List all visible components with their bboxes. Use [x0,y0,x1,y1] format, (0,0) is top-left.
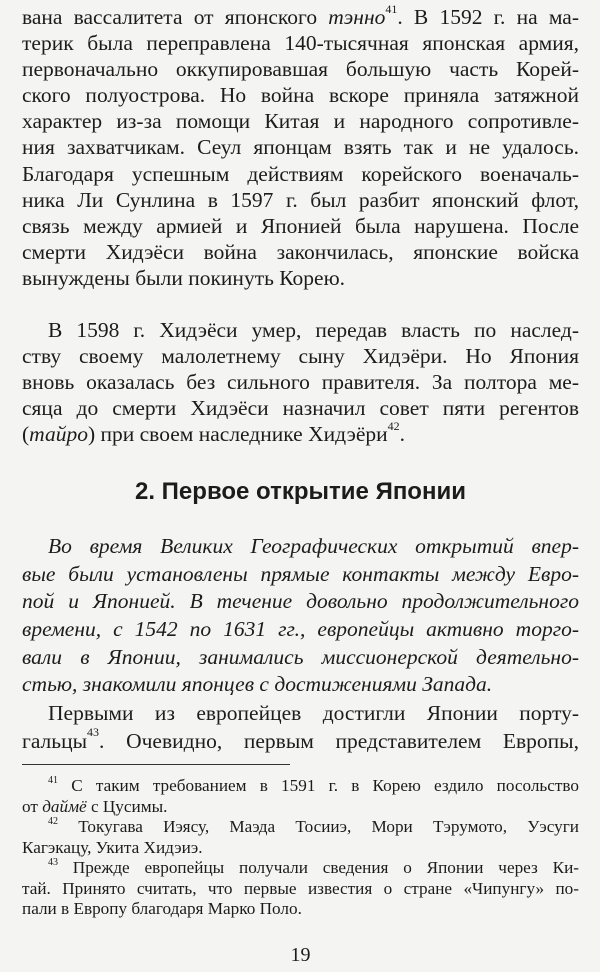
text-segment: . Очевидно, первым представителем Европы, [99,729,579,753]
footnote-ref: 43 [48,857,58,868]
text-line [22,4,579,30]
text-line [22,56,579,82]
text-line [22,421,579,447]
text-segment: первоначально оккупировавшая большую часть Корей- [22,57,579,82]
text-segment: Благодаря успешным действиям корейского военачаль- [22,161,579,186]
text-segment: тэнно [328,5,386,29]
text-segment: смерти Хидэёси война закончилась, японские войска [22,239,579,264]
text-line [22,879,579,900]
text-line [22,369,579,395]
text-line [22,187,579,213]
footnote-ref: 43 [87,725,100,739]
text-segment: . [399,422,405,447]
text-segment: ния захватчикам. Сеул японцам взять так и не удалось. [22,135,579,160]
text-segment: времени, с 1542 по 1631 гг., европейцы активно торго- [22,617,579,642]
text-segment: пой и Японией. В течение довольно продолжительного [22,589,579,614]
page-number: 19 [290,944,311,966]
text-line [22,533,579,561]
text-segment: ) при своем наследнике Хидэёри [87,422,388,447]
text-line [22,108,579,134]
text-line [22,239,579,265]
text-segment: Во время Великих Географических открытий впер- [48,534,579,558]
text-segment: Кагэкацу, Укита Хидэиэ. [22,837,203,857]
text-line [22,395,579,421]
text-line [22,817,579,838]
text-line [22,134,579,160]
text-line [22,838,579,859]
text-segment: ( [22,422,30,447]
text-segment: гальцы [22,729,88,753]
text-line [22,616,579,644]
text-line [22,317,579,343]
text-segment: от [22,796,43,816]
paragraph [22,4,579,291]
footnotes [22,776,579,920]
text-segment: Токугава Иэясу, Маэда Тосииэ, Мори Тэрумото, Уэсуги [58,817,579,836]
paragraph [22,699,579,755]
text-segment: с Цусимы. [86,796,168,816]
text-segment: Первыми из европейцев достигли Японии порту- [48,701,579,725]
text-line [22,699,579,727]
text-line [22,82,579,108]
footnote-divider [22,764,290,765]
text-segment: вые были установлены прямые контакты между Евро- [22,561,579,586]
text-line [22,776,579,797]
text-segment: тай. Принято считать, что первые известия о стране «Чипунгу» по- [22,878,579,898]
footnote-ref: 42 [48,816,58,827]
text-segment: . В 1592 г. на ма- [397,5,579,29]
footnote-ref: 41 [385,2,398,16]
text-segment: вновь оказалась без сильного правителя. За полтора ме- [22,370,579,395]
text-segment: характер из-за помощи Китая и народного сопротивле- [22,109,579,134]
text-line [22,161,579,187]
text-segment: Прежде европейцы получали сведения о Японии через Ки- [58,858,579,877]
footnote-ref: 41 [48,775,58,786]
text-segment: стью, знакомили японцев с достижениями Запада. [22,672,493,697]
text-line [22,899,579,920]
text-line [22,858,579,879]
text-line [22,727,579,755]
footnote-ref: 42 [387,419,400,434]
text-line [22,213,579,239]
text-segment: ству своему малолетнему сыну Хидэёри. Но Япония [22,344,579,369]
text-line [22,644,579,672]
text-line [22,30,579,56]
text-segment: В 1598 г. Хидэёси умер, передав власть по наслед- [48,318,579,342]
text-segment: ника Ли Сунлина в 1597 г. был разбит японский флот, [22,187,579,212]
text-line [22,671,579,699]
text-line [22,797,579,818]
intro-paragraph [22,533,579,699]
text-segment: связь между армией и Японией была нарушена. После [22,213,579,238]
section-heading: 2. Первое открытие Японии [135,478,466,505]
text-segment: пали в Европу благодаря Марко Поло. [22,899,302,918]
text-segment: С таким требованием в 1591 г. в Корею ездило посольство [58,776,579,795]
text-line [22,588,579,616]
text-line [22,265,579,291]
paragraph [22,317,579,447]
text-segment: тайро [29,422,88,447]
text-segment: даймё [42,796,87,816]
text-segment: вынуждены были покинуть Корею. [22,265,346,290]
text-line [22,343,579,369]
text-segment: сяца до смерти Хидэёси назначил совет пяти регентов [22,396,579,421]
text-segment: вали в Японии, занимались миссионерской деятельно- [22,644,579,669]
text-segment: вана вассалитета от японского [22,5,329,29]
text-line [22,561,579,589]
text-segment: терик была переправлена 140-тысячная японская армия, [22,31,579,56]
text-segment: ского полуострова. Но война вскоре приняла затяжной [22,83,579,108]
